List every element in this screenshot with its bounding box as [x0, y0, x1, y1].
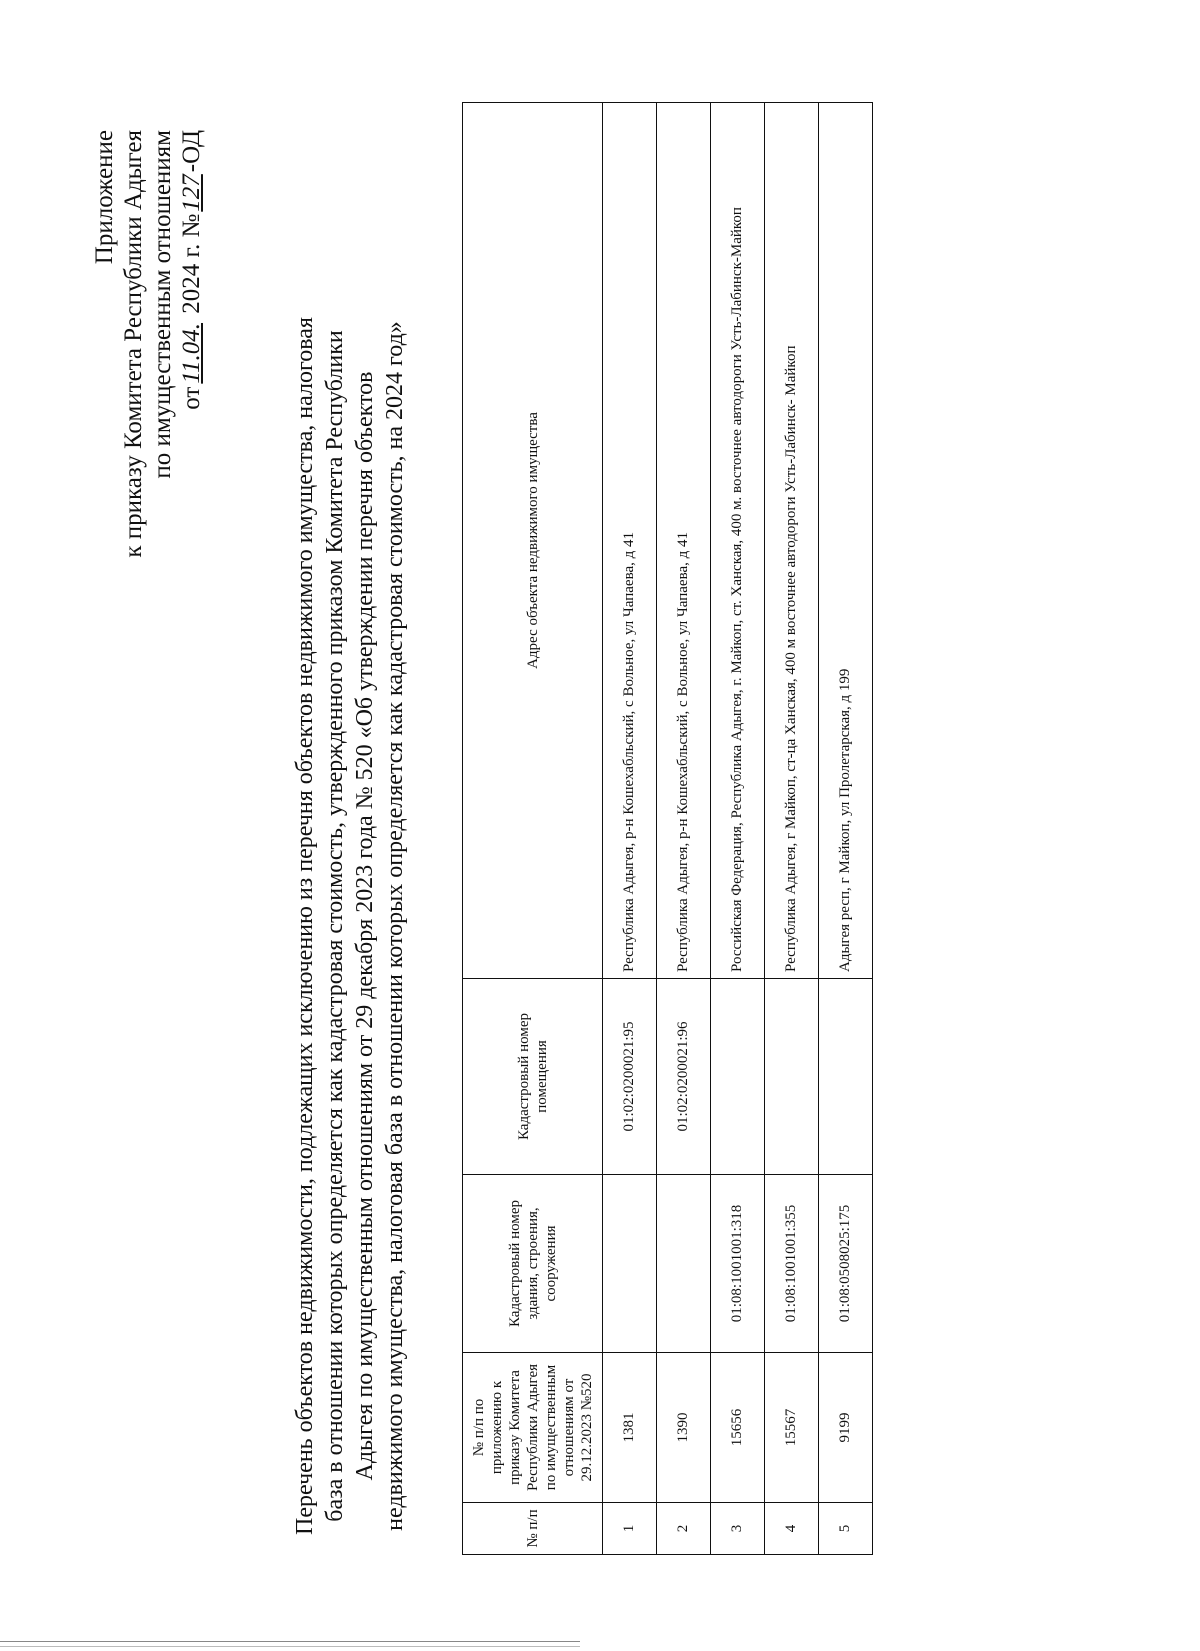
cell-ref: 15656 [711, 1353, 765, 1503]
cell-address: Республика Адыгея, г Майкоп, ст-ца Ханская, 400 м восточнее автодороги Усть-Лабинск- Майкоп [765, 103, 819, 979]
from-prefix: от [178, 386, 205, 410]
cell-room [711, 979, 765, 1175]
cell-building: 01:08:1001001:355 [765, 1175, 819, 1353]
handwritten-number: 127 [178, 174, 205, 212]
document-title: Перечень объектов недвижимости, подлежащих исключению из перечня объектов недвижимого имущества, налоговая база в отношении которых определяется как кадастровая стоимость, утвержденного приказом Комитета Республики Адыгея по имущественным отношениям от 29 декабря 2023 года № 520 «Об утверждении перечня объектов недвижимого имущества, налоговая база в отношении которых определяется как кадастровая стоимость, на 2024 год» [292, 317, 408, 1535]
scan-edge-line [0, 1641, 580, 1642]
cell-building [603, 1175, 657, 1353]
cell-index: 4 [765, 1503, 819, 1555]
cell-building: 01:08:1001001:318 [711, 1175, 765, 1353]
objects-table [462, 102, 873, 1555]
scan-edge-line-2 [0, 1646, 580, 1647]
appendix-line-1: Приложение [91, 130, 118, 265]
header-building-cadastral: Кадастровый номер здания, строения, сооружения [463, 1175, 603, 1353]
appendix-line-3: по имущественным отношениям [149, 130, 176, 479]
cell-ref: 1390 [657, 1353, 711, 1503]
year-text: 2024 г. № [178, 213, 205, 314]
cell-room [765, 979, 819, 1175]
order-suffix: -ОД [178, 130, 205, 173]
cell-address: Республика Адыгея, р-н Кошехабльский, с Вольное, ул Чапаева, д 41 [603, 103, 657, 979]
cell-address: Республика Адыгея, р-н Кошехабльский, с Вольное, ул Чапаева, д 41 [657, 103, 711, 979]
appendix-line-2: к приказу Комитета Республики Адыгея [120, 130, 147, 558]
table-row [765, 103, 819, 1555]
table-row [819, 103, 873, 1555]
cell-ref: 9199 [819, 1353, 873, 1503]
cell-building [657, 1175, 711, 1353]
cell-room [819, 979, 873, 1175]
cell-index: 3 [711, 1503, 765, 1555]
cell-ref: 1381 [603, 1353, 657, 1503]
header-address: Адрес объекта недвижимого имущества [463, 103, 603, 979]
header-index: № п/п [463, 1503, 603, 1555]
appendix-line-4 [177, 130, 206, 558]
table-row [657, 103, 711, 1555]
cell-address: Российская Федерация, Республика Адыгея, г. Майкоп, ст. Ханская, 400 м. восточнее автодороги Усть-Лабинск-Майкоп [711, 103, 765, 979]
header-room-cadastral: Кадастровый номер помещения [463, 979, 603, 1175]
cell-index: 2 [657, 1503, 711, 1555]
cell-ref: 15567 [765, 1353, 819, 1503]
table-row [603, 103, 657, 1555]
table-header-row [463, 103, 603, 1555]
cell-index: 1 [603, 1503, 657, 1555]
cell-room: 01:02:0200021:95 [603, 979, 657, 1175]
appendix-block [90, 130, 206, 558]
cell-room: 01:02:0200021:96 [657, 979, 711, 1175]
cell-address: Адыгея респ, г Майкоп, ул Пролетарская, д 199 [819, 103, 873, 979]
cell-index: 5 [819, 1503, 873, 1555]
table-row [711, 103, 765, 1555]
handwritten-date: 11.04. [178, 322, 205, 384]
header-ref: № п/п по приложению к приказу Комитета Республики Адыгея по имущественным отношениям от 29.12.2023 №520 [463, 1353, 603, 1503]
cell-building: 01:08:0508025:175 [819, 1175, 873, 1353]
